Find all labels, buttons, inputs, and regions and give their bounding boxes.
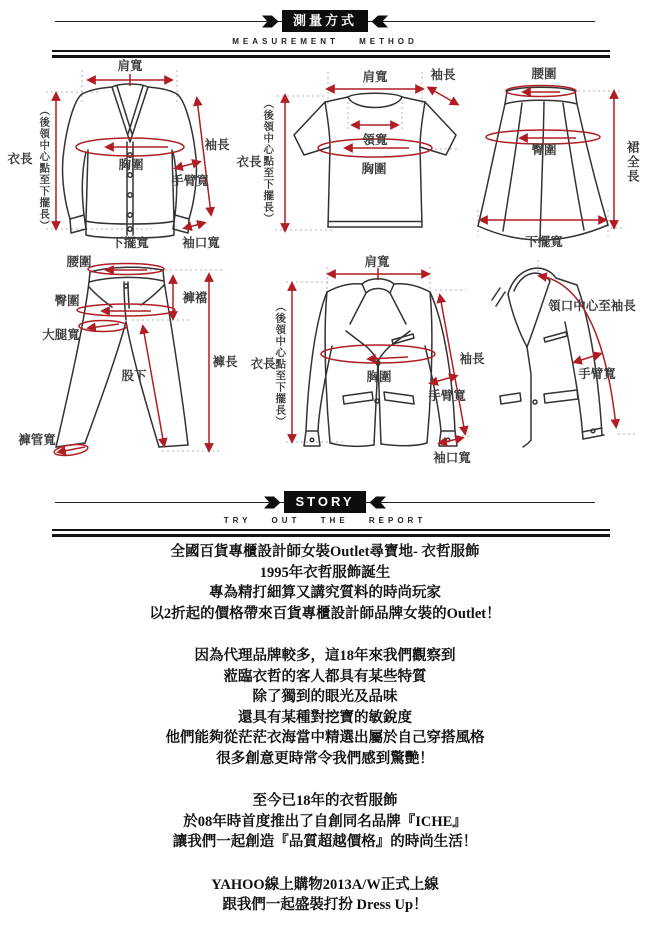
ribbon-arrow-left-icon [264, 495, 281, 510]
story-line: 於08年時首度推出了自創同名品牌『ICHE』 [183, 813, 467, 830]
label-pants-length: 褲長 [212, 354, 238, 369]
cardigan-diagram [0, 58, 250, 254]
story-paragraph-2 [0, 646, 650, 769]
label-waist: 腰圍 [531, 66, 557, 81]
label-waist: 腰圍 [66, 254, 92, 269]
label-chest: 胸圍 [118, 157, 144, 172]
story-paragraph-1 [0, 542, 650, 624]
collar-detail-line-art [480, 254, 650, 492]
story-line: 以2折起的價格帶來百貨專櫃設計師品牌女裝的Outlet！ [149, 605, 501, 622]
label-shoulder-width: 肩寬 [364, 254, 390, 269]
jacket-diagram [250, 254, 485, 492]
label-neck-to-sleeve: 領口中心至袖長 [548, 298, 636, 313]
story-line: 因為代理品牌較多，這18年來我們觀察到 [194, 648, 456, 664]
label-collar-width: 領寬 [362, 132, 388, 147]
label-body-length: 衣長 [236, 154, 262, 169]
label-body-length-note: （後領中心點至下擺長） [262, 97, 275, 225]
label-body-length-note: （後領中心點至下擺長） [274, 300, 287, 428]
label-sleeve-length: 袖長 [459, 351, 485, 366]
label-shoulder-width: 肩寬 [117, 58, 143, 73]
tshirt-diagram [235, 58, 465, 254]
label-cuff-width: 袖口寬 [182, 235, 220, 250]
ribbon-arrow-right-icon [371, 14, 388, 29]
label-skirt-length: 裙全長 [625, 140, 640, 184]
label-rise: 褲襠 [182, 290, 208, 305]
story-line: 他們能夠從茫茫衣海當中精選出屬於自己穿搭風格 [165, 730, 485, 746]
story-line: 全國百貨專櫃設計師女裝Outlet尋寶地- 衣哲服飾 [170, 544, 480, 560]
story-line: 很多創意更時常令我們感到驚艷！ [216, 750, 434, 767]
measurement-title: 測量方式 [282, 10, 368, 32]
story-subtitle: TRY OUT THE REPORT [223, 516, 427, 525]
label-hip: 臀圍 [531, 142, 557, 157]
story-line: 1995年衣哲服飾誕生 [259, 564, 391, 581]
label-chest: 胸圍 [366, 369, 392, 384]
skirt-diagram [460, 58, 650, 254]
story-paragraph-4 [0, 875, 650, 916]
brand-story [0, 542, 650, 938]
label-shoulder-width: 肩寬 [362, 69, 388, 84]
label-body-length: 衣長 [7, 151, 33, 166]
label-chest: 胸圍 [361, 161, 387, 176]
cardigan-line-art [0, 58, 250, 254]
story-header [0, 488, 650, 534]
measurement-diagrams [0, 58, 650, 492]
story-title: STORY [284, 491, 365, 513]
story-paragraph-3 [0, 791, 650, 853]
label-hem-width: 下擺寬 [525, 234, 563, 249]
label-sleeve-length: 袖長 [204, 137, 230, 152]
ribbon-arrow-left-icon [262, 14, 279, 29]
measurement-ribbon [0, 10, 650, 32]
pants-diagram [10, 254, 250, 492]
label-leg-opening: 褲管寬 [18, 432, 56, 447]
story-line: 跟我們一起盛裝打扮 Dress Up！ [222, 897, 428, 913]
label-hip: 臀圍 [54, 293, 80, 308]
measurement-subtitle: MEASUREMENT METHOD [232, 37, 418, 46]
label-cuff-width: 袖口寬 [433, 450, 471, 465]
label-sleeve-length: 袖長 [430, 67, 456, 82]
label-thigh-width: 大腿寬 [42, 327, 80, 342]
collar-detail-diagram [480, 254, 650, 492]
story-double-rule [52, 529, 610, 537]
label-body-length: 衣長 [250, 356, 276, 371]
story-line: 還具有某種對挖寶的敏銳度 [238, 709, 412, 726]
measurement-header [0, 0, 650, 58]
ribbon-arrow-right-icon [369, 495, 386, 510]
story-line: 讓我們一起創造『品質超越價格』的時尚生活！ [172, 834, 478, 850]
story-line: 蒞臨衣哲的客人都具有某些特質 [223, 668, 427, 685]
story-line: YAHOO線上購物2013A/W正式上線 [211, 876, 439, 893]
header-double-rule [52, 50, 610, 58]
label-arm-width: 手臂寬 [578, 366, 616, 381]
label-hem-width: 下擺寬 [111, 235, 149, 250]
label-body-length-note: （後領中心點至下擺長） [38, 104, 51, 232]
story-line: 至今已18年的衣哲服飾 [252, 793, 398, 809]
story-line: 專為精打細算又講究質料的時尚玩家 [209, 585, 441, 601]
story-ribbon [0, 491, 650, 513]
story-line: 除了獨到的眼光及品味 [252, 689, 398, 705]
label-arm-width: 手臂寬 [428, 388, 466, 403]
label-arm-width: 手臂寬 [171, 173, 209, 188]
label-inseam: 股下 [121, 368, 147, 383]
